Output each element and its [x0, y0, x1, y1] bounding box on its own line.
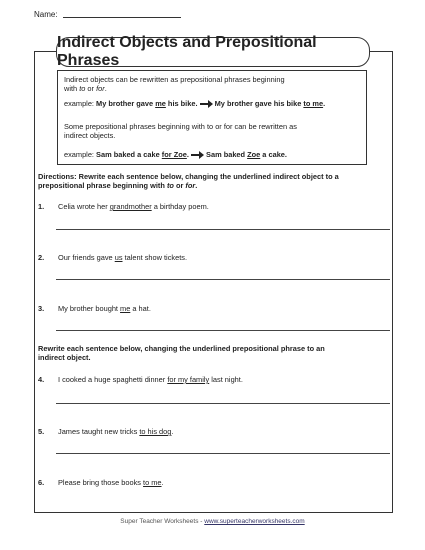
arrow-right-icon — [191, 151, 204, 159]
footer: Super Teacher Worksheets - www.superteacherworksheets.com — [120, 518, 305, 525]
intro-box — [57, 70, 367, 165]
intro-line-4: indirect objects. — [64, 131, 116, 140]
question-2: 2. Our friends gave us talent show tickets. — [38, 253, 188, 262]
question-6: 6. Please bring those books to me. — [38, 478, 164, 487]
example-1: example: My brother gave me his bike. My brother gave his bike to me. — [64, 99, 326, 108]
name-line[interactable] — [63, 17, 181, 18]
worksheet-title: Indirect Objects and Prepositional Phrases — [56, 37, 370, 67]
answer-line-2[interactable] — [56, 279, 390, 280]
answer-line-5[interactable] — [56, 453, 390, 454]
question-4: 4. I cooked a huge spaghetti dinner for my family last night. — [38, 375, 243, 384]
directions-2: Rewrite each sentence below, changing the underlined prepositional phrase to an indirect object. — [38, 344, 325, 363]
question-1: 1. Celia wrote her grandmother a birthday poem. — [38, 202, 209, 211]
answer-line-4[interactable] — [56, 403, 390, 404]
arrow-right-icon — [200, 100, 213, 108]
intro-line-3: Some prepositional phrases beginning with to or for can be rewritten as — [64, 122, 297, 131]
directions-1: Directions: Rewrite each sentence below, changing the underlined indirect object to a prepositional phrase beginning with to or for. — [38, 172, 339, 191]
answer-line-1[interactable] — [56, 229, 390, 230]
question-5: 5. James taught new tricks to his dog. — [38, 427, 174, 436]
question-3: 3. My brother bought me a hat. — [38, 304, 151, 313]
name-field — [34, 10, 181, 19]
name-label: Name: — [34, 10, 58, 19]
footer-link[interactable]: www.superteacherworksheets.com — [204, 518, 305, 525]
intro-line-1: Indirect objects can be rewritten as prepositional phrases beginning — [64, 75, 285, 84]
intro-line-2: with to or for. — [64, 84, 107, 93]
answer-line-3[interactable] — [56, 330, 390, 331]
example-2: example: Sam baked a cake for Zoe. Sam baked Zoe a cake. — [64, 150, 287, 159]
